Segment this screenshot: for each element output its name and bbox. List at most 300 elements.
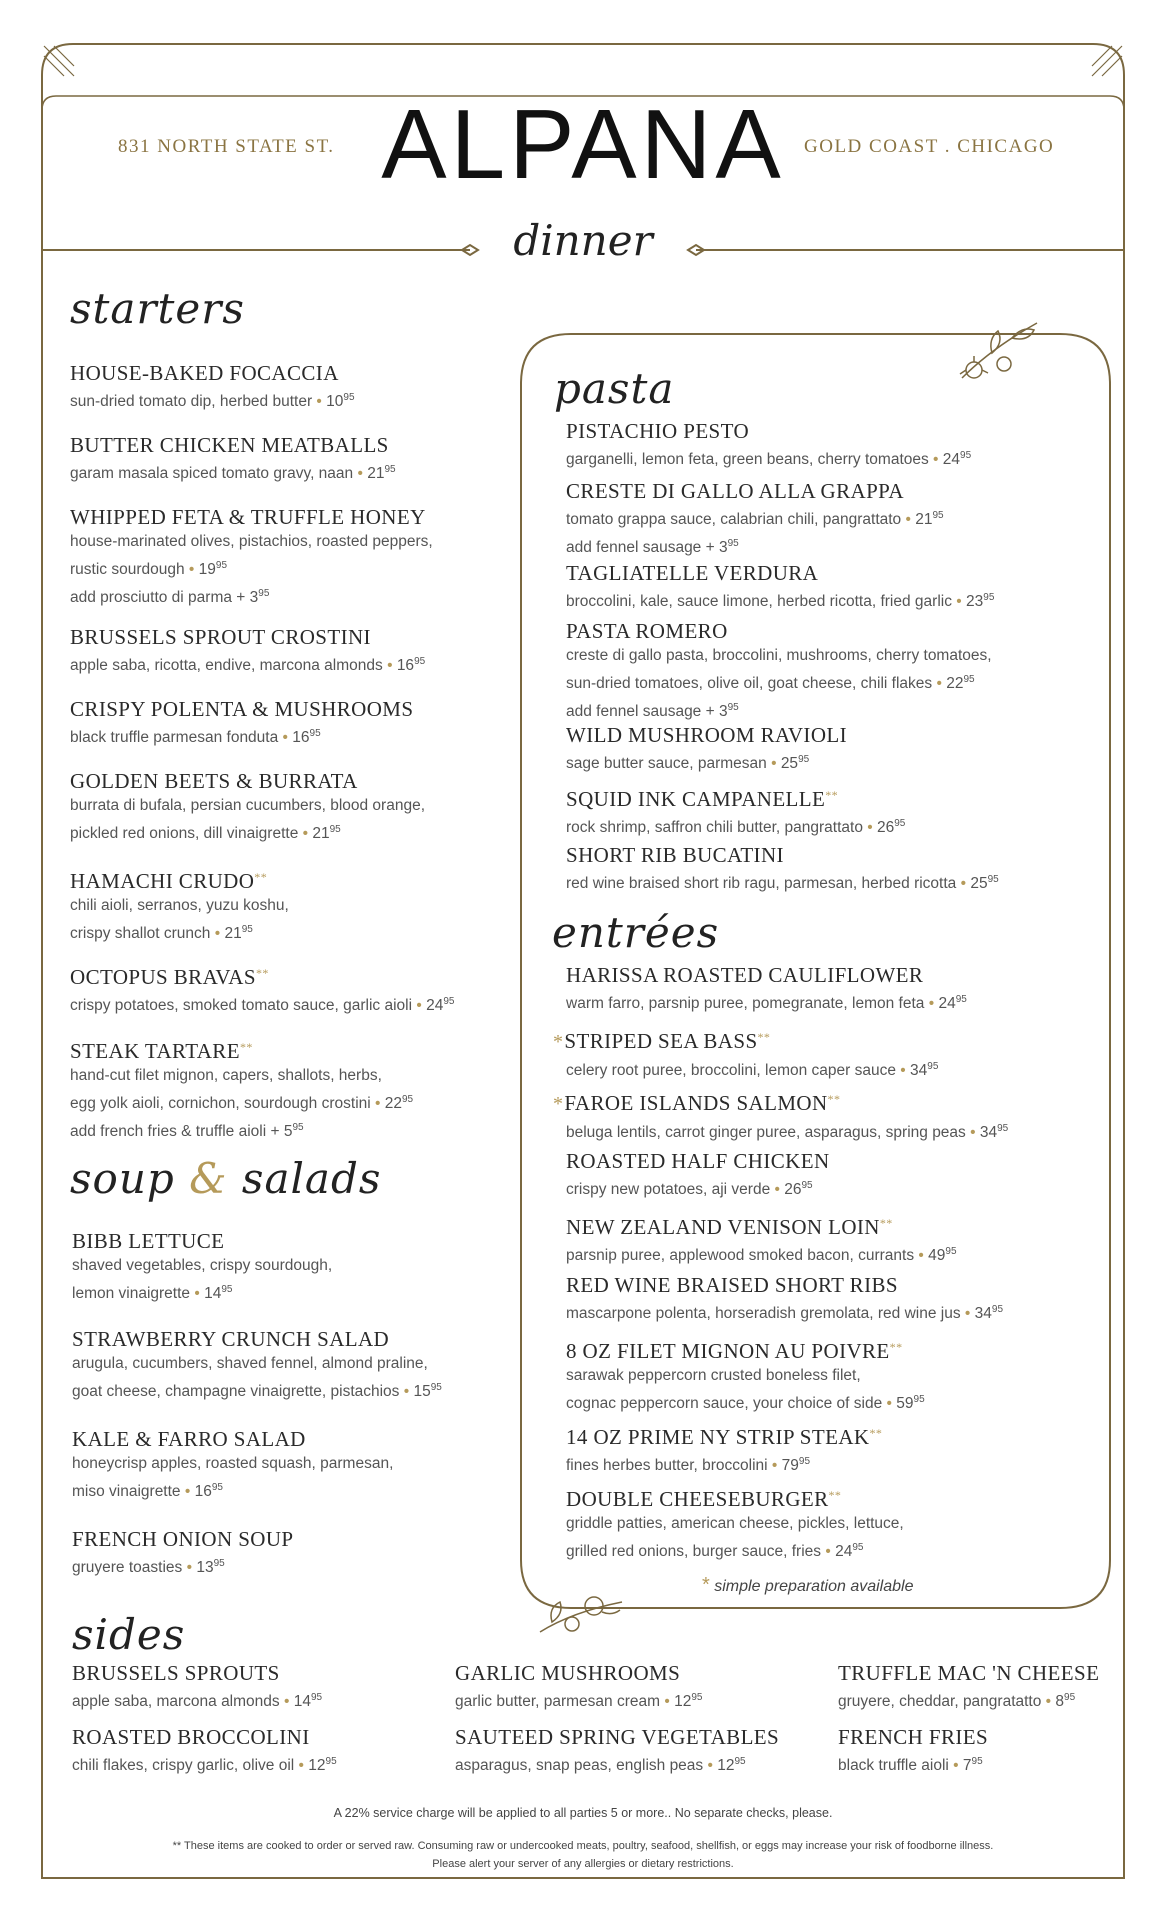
item-title: WILD MUSHROOM RAVIOLI	[566, 723, 848, 747]
price-cents: 95	[997, 1123, 1009, 1134]
price-cents: 95	[798, 754, 810, 765]
price-cents: 95	[963, 674, 975, 685]
item-name	[553, 1086, 1008, 1117]
item-price	[397, 657, 425, 674]
description-text: fines herbes butter, broccolini	[566, 1457, 768, 1474]
description-text: red wine braised short rib ragu, parmesan, herbed ricotta	[566, 875, 957, 892]
raw-item-marker: **	[879, 1216, 893, 1230]
price-cents: 95	[241, 924, 253, 935]
item-description	[70, 918, 289, 946]
item-description	[72, 1376, 442, 1404]
description-text: shaved vegetables, crispy sourdough,	[72, 1257, 333, 1274]
item-description	[566, 1174, 830, 1202]
item-price	[966, 593, 994, 610]
price-cents: 95	[945, 1246, 957, 1257]
price-separator: •	[932, 675, 947, 692]
item-title: HAMACHI CRUDO	[70, 869, 255, 893]
item-addon	[70, 582, 433, 610]
price-separator: •	[960, 1305, 975, 1322]
menu-item	[70, 504, 433, 610]
item-price	[975, 1305, 1003, 1322]
item-description	[838, 1686, 1099, 1714]
item-price	[308, 1757, 336, 1774]
item-price	[294, 1693, 322, 1710]
item-title: FAROE ISLANDS SALMON	[564, 1091, 828, 1115]
description-text: beluga lentils, carrot ginger puree, asparagus, spring peas	[566, 1124, 966, 1141]
section-title-pasta: pasta	[554, 364, 675, 413]
description-text: cognac peppercorn sauce, your choice of side	[566, 1395, 883, 1412]
menu-item	[70, 960, 454, 1018]
item-price	[312, 825, 340, 842]
description-text: lemon vinaigrette	[72, 1285, 191, 1302]
menu-item	[566, 842, 999, 896]
item-description	[72, 1452, 393, 1476]
price-separator: •	[184, 1483, 195, 1500]
price-cents: 95	[310, 1692, 323, 1703]
menu-item	[838, 1724, 988, 1778]
price-separator: •	[190, 1285, 205, 1302]
menu-item	[566, 1420, 882, 1478]
item-name	[72, 1660, 322, 1686]
raw-item-marker: **	[889, 1340, 903, 1354]
item-addon	[70, 1116, 413, 1144]
price-cents: 95	[414, 656, 426, 667]
item-addon	[566, 696, 992, 724]
raw-food-warning: ** These items are cooked to order or served raw. Consuming raw or undercooked meats, poultry, seafood, shellfish, or eggs may increase your risk of foodborne illness.	[172, 1840, 994, 1852]
price-separator: •	[924, 995, 939, 1012]
price-cents: 95	[852, 1542, 864, 1553]
description-text: black truffle parmesan fonduta	[70, 729, 279, 746]
price-cents: 95	[430, 1382, 442, 1393]
description-text: rock shrimp, saffron chili butter, pangrattato	[566, 819, 863, 836]
price-dollars: 21	[367, 465, 385, 482]
item-description	[70, 1064, 413, 1088]
item-description	[566, 1388, 925, 1416]
price-separator: •	[382, 657, 397, 674]
description-text: arugula, cucumbers, shaved fennel, almond praline,	[72, 1355, 428, 1372]
item-title: BRUSSELS SPROUTS	[72, 1661, 280, 1685]
price-separator: •	[294, 1757, 309, 1774]
item-title: GOLDEN BEETS & BURRATA	[70, 769, 358, 793]
item-price	[943, 451, 971, 468]
item-description	[72, 1750, 337, 1778]
price-dollars: 14	[204, 1285, 222, 1302]
menu-item	[566, 962, 967, 1016]
item-price	[928, 1247, 956, 1264]
description-text: chili aioli, serranos, yuzu koshu,	[70, 897, 289, 914]
price-dollars: 16	[292, 729, 310, 746]
price-cents: 95	[402, 1094, 414, 1105]
item-title: ROASTED HALF CHICKEN	[566, 1149, 830, 1173]
item-name	[566, 1482, 904, 1512]
price-cents: 95	[960, 450, 972, 461]
item-description	[70, 650, 425, 678]
item-description	[70, 1088, 413, 1116]
menu-item	[72, 1426, 393, 1504]
price-separator: •	[279, 1693, 294, 1710]
item-title: ROASTED BROCCOLINI	[72, 1725, 310, 1749]
raw-item-marker: **	[827, 1092, 841, 1106]
soups-title-salads: salads	[241, 1154, 382, 1203]
item-description	[70, 990, 454, 1018]
item-name	[566, 1148, 830, 1174]
item-price	[980, 1124, 1008, 1141]
menu-item	[566, 1148, 830, 1202]
price-cents: 95	[329, 824, 341, 835]
price-dollars: 10	[326, 393, 344, 410]
item-description	[70, 530, 433, 554]
price-dollars: 23	[966, 593, 984, 610]
price-separator: •	[278, 729, 293, 746]
description-text: tomato grappa sauce, calabrian chili, pangrattato	[566, 511, 902, 528]
price-cents: 95	[343, 392, 355, 403]
price-cents: 95	[987, 874, 999, 885]
description-text: griddle patties, american cheese, pickles, lettuce,	[566, 1515, 904, 1532]
item-title: CRISPY POLENTA & MUSHROOMS	[70, 697, 414, 721]
price-separator: •	[184, 561, 199, 578]
item-description	[566, 504, 944, 532]
price-dollars: 24	[942, 451, 961, 468]
price-separator: •	[770, 1181, 785, 1198]
description-text: sarawak peppercorn crusted boneless filet,	[566, 1367, 861, 1384]
menu-item	[455, 1660, 702, 1714]
menu-item	[70, 696, 413, 750]
item-title: HARISSA ROASTED CAULIFLOWER	[566, 963, 924, 987]
price-dollars: 12	[308, 1757, 326, 1774]
description-text: creste di gallo pasta, broccolini, mushrooms, cherry tomatoes,	[566, 647, 992, 664]
item-name	[70, 360, 355, 386]
item-name	[72, 1326, 442, 1352]
addon-text: add fennel sausage + 3	[566, 703, 728, 720]
item-name	[70, 696, 413, 722]
price-separator: •	[182, 1559, 197, 1576]
item-title: DOUBLE CHEESEBURGER	[566, 1487, 829, 1511]
price-separator: •	[901, 511, 916, 528]
menu-item	[70, 360, 355, 414]
item-title: FRENCH ONION SOUP	[72, 1527, 294, 1551]
item-description	[566, 1450, 882, 1478]
item-price	[877, 819, 905, 836]
price-dollars: 26	[877, 819, 895, 836]
item-price	[1055, 1693, 1075, 1710]
simple-prep-marker: *	[553, 1031, 564, 1053]
menu-item	[72, 1228, 332, 1306]
price-dollars: 16	[194, 1483, 212, 1500]
item-name	[72, 1724, 337, 1750]
price-cents: 95	[798, 1456, 811, 1467]
price-dollars: 24	[835, 1543, 853, 1560]
price-cents: 95	[1064, 1692, 1076, 1703]
item-title: STRAWBERRY CRUNCH SALAD	[72, 1327, 390, 1351]
price-dollars: 12	[674, 1693, 692, 1710]
price-dollars: 13	[196, 1559, 214, 1576]
description-text: pickled red onions, dill vinaigrette	[70, 825, 299, 842]
item-price	[781, 755, 809, 772]
menu-item	[553, 1024, 939, 1083]
item-description	[70, 894, 289, 918]
description-text: garlic butter, parmesan cream	[455, 1693, 661, 1710]
simple-prep-marker: *	[553, 1093, 564, 1115]
price-cents: 95	[384, 464, 396, 475]
price-separator: •	[1041, 1693, 1056, 1710]
item-description	[72, 1476, 393, 1504]
item-description	[838, 1750, 988, 1778]
menu-item	[70, 864, 289, 946]
item-name	[70, 1034, 413, 1064]
raw-item-marker: **	[254, 870, 268, 884]
item-title: FRENCH FRIES	[838, 1725, 989, 1749]
item-title: 14 OZ PRIME NY STRIP STEAK	[566, 1425, 870, 1449]
item-description	[70, 458, 396, 486]
item-title: 8 OZ FILET MIGNON AU POIVRE	[566, 1339, 890, 1363]
item-title: PASTA ROMERO	[566, 619, 728, 643]
item-name	[455, 1660, 702, 1686]
description-text: apple saba, ricotta, endive, marcona almonds	[70, 657, 383, 674]
menu-item	[70, 624, 425, 678]
item-name	[70, 960, 454, 990]
price-cents: 95	[894, 818, 906, 829]
item-price	[915, 511, 943, 528]
item-price	[326, 393, 354, 410]
soups-title-soup: soup	[70, 1154, 175, 1203]
description-text: parsnip puree, applewood smoked bacon, currants	[566, 1247, 915, 1264]
raw-item-marker: **	[828, 1488, 842, 1502]
item-name	[838, 1724, 988, 1750]
menu-item	[455, 1724, 779, 1778]
item-name	[566, 618, 992, 644]
item-title: HOUSE-BAKED FOCACCIA	[70, 361, 339, 385]
price-dollars: 49	[928, 1247, 946, 1264]
item-addon	[566, 532, 944, 560]
price-cents: 95	[691, 1692, 703, 1703]
item-name	[566, 962, 967, 988]
price-separator: •	[703, 1757, 718, 1774]
description-text: burrata di bufala, persian cucumbers, blood orange,	[70, 797, 425, 814]
price-cents: 95	[215, 560, 228, 571]
price-separator: •	[766, 755, 781, 772]
item-name	[70, 504, 433, 530]
menu-item	[70, 1034, 413, 1144]
item-description	[566, 988, 967, 1016]
price-separator: •	[882, 1395, 897, 1412]
item-description	[70, 386, 355, 414]
price-separator: •	[956, 875, 971, 892]
price-cents: 95	[211, 1482, 223, 1493]
price-dollars: 25	[970, 875, 988, 892]
item-name	[70, 864, 289, 894]
menu-item	[72, 1660, 322, 1714]
item-title: CRESTE DI GALLO ALLA GRAPPA	[566, 479, 904, 503]
price-cents: 95	[309, 728, 321, 739]
raw-item-marker: **	[869, 1426, 883, 1440]
menu-item	[566, 418, 971, 472]
description-text: chili flakes, crispy garlic, olive oil	[72, 1757, 295, 1774]
item-description	[566, 1240, 957, 1268]
description-text: crispy shallot crunch	[70, 925, 211, 942]
item-description	[566, 444, 971, 472]
price-dollars: 24	[938, 995, 956, 1012]
item-name	[566, 418, 971, 444]
price-dollars: 12	[717, 1757, 735, 1774]
price-dollars: 24	[426, 997, 444, 1014]
item-title: BIBB LETTUCE	[72, 1229, 225, 1253]
price-dollars: 34	[974, 1305, 992, 1322]
item-price	[292, 729, 320, 746]
menu-item	[72, 1526, 294, 1580]
item-price	[199, 561, 227, 578]
section-title-entrees: entrées	[552, 908, 720, 957]
price-separator: •	[928, 451, 943, 468]
addon-cents: 95	[727, 538, 739, 549]
item-title: BRUSSELS SPROUT CROSTINI	[70, 625, 371, 649]
section-title-soups-salads	[70, 1154, 382, 1203]
item-name	[70, 624, 425, 650]
item-name	[566, 1420, 882, 1450]
item-title: SQUID INK CAMPANELLE	[566, 787, 826, 811]
simple-preparation-symbol: *	[702, 1574, 710, 1596]
price-dollars: 21	[312, 825, 330, 842]
price-cents: 95	[932, 510, 944, 521]
description-text: garam masala spiced tomato gravy, naan	[70, 465, 354, 482]
section-title-sides: sides	[72, 1610, 186, 1659]
item-price	[946, 675, 974, 692]
item-description	[72, 1254, 332, 1278]
menu-item	[566, 1334, 925, 1416]
menu-item	[566, 618, 992, 724]
item-description	[70, 818, 425, 846]
price-dollars: 59	[896, 1395, 914, 1412]
price-dollars: 14	[293, 1693, 311, 1710]
price-separator: •	[948, 1757, 963, 1774]
item-price	[195, 1483, 223, 1500]
item-price	[896, 1395, 924, 1412]
item-name	[455, 1724, 779, 1750]
menu-item	[566, 1272, 1003, 1326]
item-title: TRUFFLE MAC 'N CHEESE	[838, 1661, 1100, 1685]
menu-item	[70, 432, 396, 486]
price-dollars: 21	[224, 925, 242, 942]
description-text: black truffle aioli	[838, 1757, 949, 1774]
item-title: RED WINE BRAISED SHORT RIBS	[566, 1273, 898, 1297]
price-dollars: 79	[781, 1457, 799, 1474]
item-price	[970, 875, 998, 892]
price-separator: •	[210, 925, 225, 942]
item-description	[566, 644, 992, 668]
price-separator: •	[965, 1124, 980, 1141]
service-charge-notice: A 22% service charge will be applied to all parties 5 or more.. No separate checks, please.	[333, 1806, 833, 1820]
price-dollars: 34	[910, 1062, 928, 1079]
menu-item	[72, 1326, 442, 1404]
price-separator: •	[353, 465, 368, 482]
item-name	[72, 1228, 332, 1254]
item-title: KALE & FARRO SALAD	[72, 1427, 306, 1451]
price-cents: 95	[955, 994, 967, 1005]
description-text: sun-dried tomatoes, olive oil, goat cheese, chili flakes	[566, 675, 933, 692]
price-cents: 95	[913, 1394, 925, 1405]
description-text: miso vinaigrette	[72, 1483, 185, 1500]
addon-cents: 95	[258, 588, 270, 599]
addon-text: add prosciutto di parma + 3	[70, 589, 259, 606]
price-dollars: 7	[962, 1757, 972, 1774]
item-title: GARLIC MUSHROOMS	[455, 1661, 681, 1685]
item-title: STEAK TARTARE	[70, 1039, 240, 1063]
price-dollars: 16	[396, 657, 415, 674]
price-separator: •	[312, 393, 327, 410]
item-description	[566, 1364, 925, 1388]
item-name	[72, 1426, 393, 1452]
price-cents: 95	[443, 996, 455, 1007]
item-name	[566, 1334, 925, 1364]
item-title: PISTACHIO PESTO	[566, 419, 750, 443]
restaurant-logo: ALPANA	[381, 89, 785, 199]
price-dollars: 19	[198, 561, 216, 578]
description-text: grilled red onions, burger sauce, fries	[566, 1543, 822, 1560]
price-separator: •	[298, 825, 313, 842]
description-text: sun-dried tomato dip, herbed butter	[70, 393, 313, 410]
price-separator: •	[412, 997, 427, 1014]
menu-item	[838, 1660, 1099, 1714]
item-price	[385, 1095, 413, 1112]
item-description	[566, 668, 992, 696]
menu-item	[566, 560, 994, 614]
description-text: warm farro, parsnip puree, pomegranate, lemon feta	[566, 995, 925, 1012]
item-name	[566, 1210, 957, 1240]
floral-ornament-bottom	[532, 1572, 628, 1642]
price-dollars: 34	[979, 1124, 998, 1141]
price-cents: 95	[325, 1756, 337, 1767]
menu-item	[72, 1724, 337, 1778]
description-text: mascarpone polenta, horseradish gremolata, red wine jus	[566, 1305, 961, 1322]
description-text: asparagus, snap peas, english peas	[455, 1757, 704, 1774]
price-cents: 95	[801, 1180, 813, 1191]
item-title: NEW ZEALAND VENISON LOIN	[566, 1215, 880, 1239]
item-description	[70, 722, 413, 750]
price-separator: •	[951, 593, 967, 610]
address-right: GOLD COAST . CHICAGO	[804, 136, 1055, 157]
item-price	[938, 995, 966, 1012]
price-dollars: 22	[384, 1095, 402, 1112]
description-text: house-marinated olives, pistachios, roasted peppers,	[70, 533, 433, 550]
price-dollars: 22	[946, 675, 964, 692]
price-cents: 95	[221, 1284, 233, 1295]
price-cents: 95	[734, 1756, 746, 1767]
price-cents: 95	[983, 592, 995, 603]
item-price	[782, 1457, 810, 1474]
item-name	[566, 478, 944, 504]
simple-preparation-note	[702, 1574, 913, 1597]
item-description	[70, 794, 425, 818]
item-price	[674, 1693, 702, 1710]
menu-item	[566, 478, 944, 560]
item-name	[566, 1272, 1003, 1298]
menu-item	[566, 722, 847, 776]
item-description	[72, 1686, 322, 1714]
description-text: egg yolk aioli, cornichon, sourdough crostini	[70, 1095, 371, 1112]
item-price	[717, 1757, 745, 1774]
menu-item	[70, 768, 425, 846]
price-dollars: 8	[1055, 1693, 1065, 1710]
allergy-notice: Please alert your server of any allergies or dietary restrictions.	[432, 1858, 734, 1870]
price-separator: •	[862, 819, 877, 836]
item-description	[72, 1278, 332, 1306]
description-text: broccolini, kale, sauce limone, herbed ricotta, fried garlic	[566, 593, 952, 610]
item-description	[455, 1750, 779, 1778]
addon-cents: 95	[292, 1122, 304, 1133]
description-text: gruyere, cheddar, pangratatto	[838, 1693, 1042, 1710]
item-name	[566, 722, 847, 748]
item-price	[910, 1062, 938, 1079]
price-cents: 95	[991, 1304, 1004, 1315]
